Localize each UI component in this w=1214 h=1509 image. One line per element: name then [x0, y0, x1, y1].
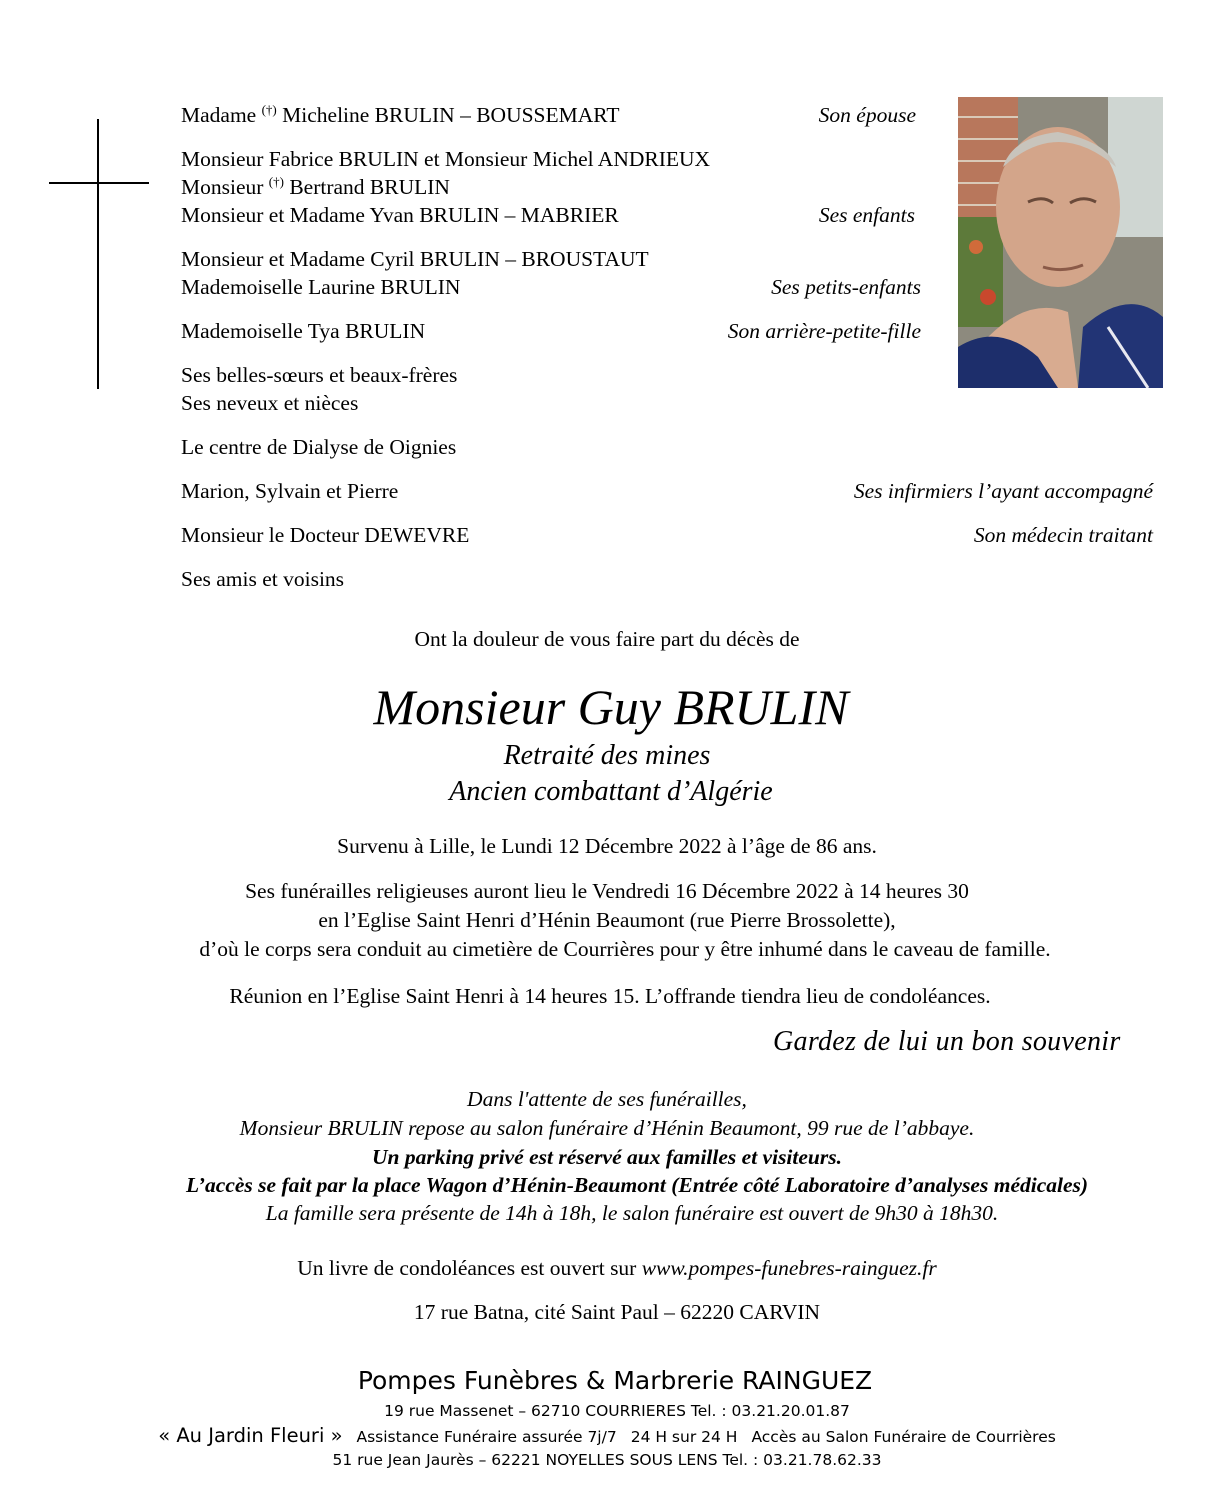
relation-label: Ses petits-enfants — [771, 275, 921, 299]
family-line-dialysis: Le centre de Dialyse de Oignies — [181, 435, 457, 459]
attente-line-1: Dans l'attente de ses funérailles, — [467, 1087, 747, 1111]
relation-label: Son médecin traitant — [973, 523, 1153, 547]
family-line-children-3: Monsieur et Madame Yvan BRULIN – MABRIER — [181, 203, 619, 227]
attente-line-access: L’accès se fait par la place Wagon d’Hénin-Beaumont (Entrée côté Laboratoire d’analyses médicales) — [185, 1173, 1089, 1197]
funeral-line-2: en l’Eglise Saint Henri d’Hénin Beaumont (rue Pierre Brossolette), — [318, 908, 896, 932]
funeral-home-address-1: 19 rue Massenet – 62710 COURRIERES Tel. : 03.21.20.01.87 — [384, 1402, 850, 1420]
deceased-name: Monsieur Guy BRULIN — [373, 679, 849, 735]
funeral-home-name: Pompes Funèbres & Marbrerie RAINGUEZ — [357, 1366, 873, 1395]
relation-label: Son épouse — [818, 103, 916, 127]
death-notice: Survenu à Lille, le Lundi 12 Décembre 2022 à l’âge de 86 ans. — [337, 834, 877, 858]
family-line-in-laws: Ses belles-sœurs et beaux-frères — [181, 363, 458, 387]
deceased-title-2: Ancien combattant d’Algérie — [449, 776, 773, 807]
portrait-photo — [958, 97, 1163, 388]
family-line-children-1: Monsieur Fabrice BRULIN et Monsieur Michel ANDRIEUX — [181, 147, 711, 171]
reunion-note: Réunion en l’Eglise Saint Henri à 14 heures 15. L’offrande tiendra lieu de condoléances. — [229, 984, 991, 1008]
family-address: 17 rue Batna, cité Saint Paul – 62220 CARVIN — [413, 1300, 821, 1324]
cross-icon-bar — [49, 182, 149, 184]
condolence-url-link[interactable]: www.pompes-funebres-rainguez.fr — [641, 1256, 937, 1280]
family-line-children-2: Monsieur (†) Bertrand BRULIN — [181, 174, 450, 199]
family-line-nephews: Ses neveux et nièces — [181, 391, 359, 415]
family-line-grandchildren-1: Monsieur et Madame Cyril BRULIN – BROUSTAUT — [181, 247, 649, 271]
family-line-grandchildren-2: Mademoiselle Laurine BRULIN — [181, 275, 461, 299]
attente-line-hours: La famille sera présente de 14h à 18h, le salon funéraire est ouvert de 9h30 à 18h30. — [265, 1201, 999, 1225]
relation-label: Son arrière-petite-fille — [727, 319, 921, 343]
relation-label: Ses enfants — [818, 203, 915, 227]
attente-line-parking: Un parking privé est réservé aux familles et visiteurs. — [372, 1145, 842, 1169]
family-line-epouse: Madame (†) Micheline BRULIN – BOUSSEMART — [181, 102, 620, 127]
funeral-home-address-2: 51 rue Jean Jaurès – 62221 NOYELLES SOUS LENS Tel. : 03.21.78.62.33 — [332, 1451, 882, 1469]
relation-label: Ses infirmiers l’ayant accompagné — [853, 479, 1153, 503]
funeral-home-jardin-line: « Au Jardin Fleuri » Assistance Funéraire assurée 7j/7 24 H sur 24 H Accès au Salon Funéraire de Courrières — [158, 1424, 1056, 1447]
family-line-doctor: Monsieur le Docteur DEWEVRE — [181, 523, 470, 547]
funeral-line-3: d’où le corps sera conduit au cimetière de Courrières pour y être inhumé dans le caveau de famille. — [199, 937, 1051, 961]
family-line-friends: Ses amis et voisins — [181, 567, 345, 591]
announcement-intro: Ont la douleur de vous faire part du décès de — [414, 627, 800, 651]
family-line-great-granddaughter: Mademoiselle Tya BRULIN — [181, 319, 426, 343]
funeral-line-1: Ses funérailles religieuses auront lieu le Vendredi 16 Décembre 2022 à 14 heures 30 — [245, 879, 969, 903]
deceased-title-1: Retraité des mines — [503, 740, 711, 771]
family-line-nurses: Marion, Sylvain et Pierre — [181, 479, 399, 503]
attente-line-2: Monsieur BRULIN repose au salon funéraire d’Hénin Beaumont, 99 rue de l’abbaye. — [239, 1116, 975, 1140]
cross-icon — [97, 119, 99, 389]
souvenir-quote: Gardez de lui un bon souvenir — [773, 1026, 1121, 1057]
condolence-book: Un livre de condoléances est ouvert sur www.pompes-funebres-rainguez.fr — [297, 1256, 937, 1280]
